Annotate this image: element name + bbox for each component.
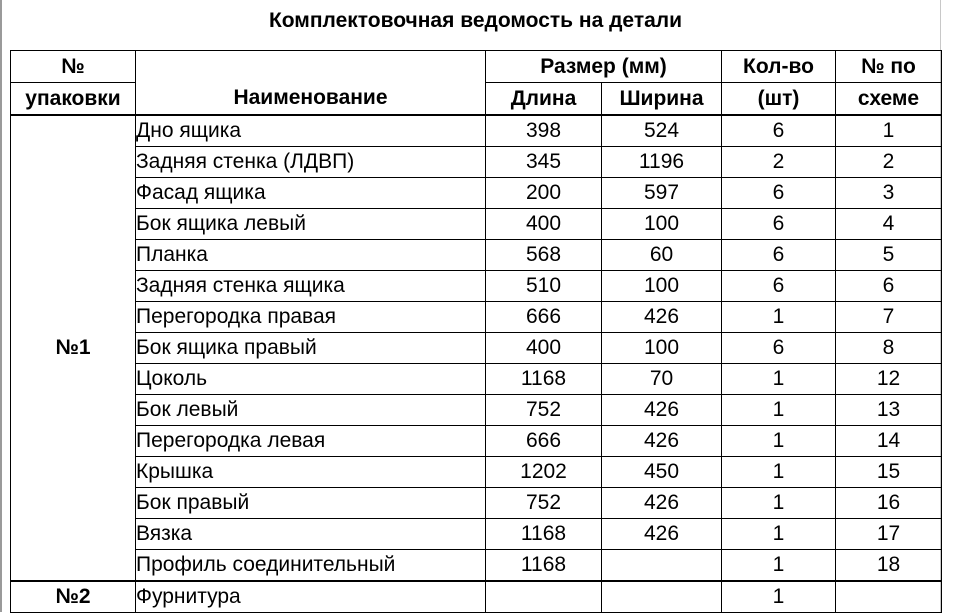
- cell-width[interactable]: 100: [602, 271, 722, 302]
- cell-width[interactable]: 597: [602, 178, 722, 209]
- cell-name[interactable]: Вязка: [136, 519, 486, 550]
- header-length[interactable]: Длина: [486, 83, 602, 116]
- cell-name[interactable]: Цоколь: [136, 364, 486, 395]
- table-row: [11, 333, 942, 364]
- cell-qty[interactable]: 1: [722, 457, 836, 488]
- cell-name[interactable]: Планка: [136, 240, 486, 271]
- cell-width[interactable]: 100: [602, 333, 722, 364]
- cell-qty[interactable]: 1: [722, 581, 836, 613]
- cell-name[interactable]: Бок правый: [136, 488, 486, 519]
- cell-length[interactable]: 400: [486, 333, 602, 364]
- cell-name[interactable]: Перегородка правая: [136, 302, 486, 333]
- table-row: [11, 457, 942, 488]
- table-row: [11, 426, 942, 457]
- cell-width[interactable]: 100: [602, 209, 722, 240]
- cell-scheme[interactable]: 1: [836, 115, 942, 147]
- cell-name[interactable]: Дно ящика: [136, 115, 486, 147]
- cell-scheme[interactable]: 3: [836, 178, 942, 209]
- cell-scheme[interactable]: 14: [836, 426, 942, 457]
- cell-length[interactable]: 752: [486, 488, 602, 519]
- cell-length[interactable]: [486, 581, 602, 613]
- cell-scheme[interactable]: [836, 581, 942, 613]
- table-row: [11, 519, 942, 550]
- cell-qty[interactable]: 6: [722, 209, 836, 240]
- cell-scheme[interactable]: 5: [836, 240, 942, 271]
- window-left-edge: [0, 0, 2, 612]
- cell-length[interactable]: 398: [486, 115, 602, 147]
- cell-name[interactable]: Задняя стенка ящика: [136, 271, 486, 302]
- cell-width[interactable]: 1196: [602, 147, 722, 178]
- cell-qty[interactable]: 6: [722, 240, 836, 271]
- table-row: [11, 395, 942, 426]
- cell-name[interactable]: Бок левый: [136, 395, 486, 426]
- cell-scheme[interactable]: 8: [836, 333, 942, 364]
- cell-length[interactable]: 752: [486, 395, 602, 426]
- cell-scheme[interactable]: 18: [836, 550, 942, 582]
- cell-qty[interactable]: 1: [722, 426, 836, 457]
- table-row: [11, 271, 942, 302]
- cell-width[interactable]: 426: [602, 395, 722, 426]
- cell-scheme[interactable]: 16: [836, 488, 942, 519]
- cell-scheme[interactable]: 4: [836, 209, 942, 240]
- table-row: [11, 488, 942, 519]
- table-row: [11, 550, 942, 582]
- header-size[interactable]: Размер (мм): [486, 51, 722, 83]
- cell-qty[interactable]: 6: [722, 271, 836, 302]
- cell-name[interactable]: Задняя стенка (ЛДВП): [136, 147, 486, 178]
- table-row: [11, 115, 942, 147]
- cell-name[interactable]: Бок ящика правый: [136, 333, 486, 364]
- cell-name[interactable]: Перегородка левая: [136, 426, 486, 457]
- cell-qty[interactable]: 1: [722, 302, 836, 333]
- cell-length[interactable]: 1168: [486, 364, 602, 395]
- cell-width[interactable]: 60: [602, 240, 722, 271]
- cell-scheme[interactable]: 2: [836, 147, 942, 178]
- cell-package-label[interactable]: №2: [11, 581, 136, 613]
- parts-table: [10, 50, 942, 613]
- header-pack-line1[interactable]: №: [11, 51, 136, 83]
- cell-width[interactable]: 426: [602, 426, 722, 457]
- cell-qty[interactable]: 1: [722, 364, 836, 395]
- cell-length[interactable]: 666: [486, 426, 602, 457]
- sheet-title: Комплектовочная ведомость на детали: [268, 9, 683, 32]
- table-row: [11, 581, 942, 613]
- cell-scheme[interactable]: 15: [836, 457, 942, 488]
- cell-length[interactable]: 345: [486, 147, 602, 178]
- cell-length[interactable]: 666: [486, 302, 602, 333]
- header-qty-line1[interactable]: Кол-во: [722, 51, 836, 83]
- header-pack-line2[interactable]: упаковки: [11, 83, 136, 116]
- cell-scheme[interactable]: 13: [836, 395, 942, 426]
- cell-qty[interactable]: 1: [722, 488, 836, 519]
- cell-width[interactable]: [602, 550, 722, 582]
- cell-length[interactable]: 1168: [486, 519, 602, 550]
- cell-width[interactable]: [602, 581, 722, 613]
- cell-name[interactable]: Фурнитура: [136, 581, 486, 613]
- cell-length[interactable]: 510: [486, 271, 602, 302]
- cell-width[interactable]: 426: [602, 519, 722, 550]
- cell-scheme[interactable]: 12: [836, 364, 942, 395]
- table-row: [11, 240, 942, 271]
- header-width[interactable]: Ширина: [602, 83, 722, 116]
- cell-length[interactable]: 568: [486, 240, 602, 271]
- cell-qty[interactable]: 6: [722, 115, 836, 147]
- cell-qty[interactable]: 6: [722, 178, 836, 209]
- cell-qty[interactable]: 1: [722, 550, 836, 582]
- cell-name[interactable]: Профиль соединительный: [136, 550, 486, 582]
- header-qty-line2[interactable]: (шт): [722, 83, 836, 116]
- cell-length[interactable]: 1202: [486, 457, 602, 488]
- table-row: [11, 302, 942, 333]
- table-row: [11, 178, 942, 209]
- cell-scheme[interactable]: 7: [836, 302, 942, 333]
- cell-length[interactable]: 1168: [486, 550, 602, 582]
- cell-name[interactable]: Бок ящика левый: [136, 209, 486, 240]
- cell-name[interactable]: Крышка: [136, 457, 486, 488]
- cell-qty[interactable]: 1: [722, 519, 836, 550]
- cell-qty[interactable]: 2: [722, 147, 836, 178]
- table-row: [11, 147, 942, 178]
- cell-name[interactable]: Фасад ящика: [136, 178, 486, 209]
- table-row: [11, 209, 942, 240]
- header-scheme-line1[interactable]: № по: [836, 51, 942, 83]
- cell-package-label[interactable]: №1: [11, 115, 136, 581]
- cell-width[interactable]: 450: [602, 457, 722, 488]
- cell-width[interactable]: 426: [602, 302, 722, 333]
- cell-scheme[interactable]: 6: [836, 271, 942, 302]
- header-scheme-line2[interactable]: схеме: [836, 83, 942, 116]
- cell-width[interactable]: 524: [602, 115, 722, 147]
- cell-length[interactable]: 200: [486, 178, 602, 209]
- cell-scheme[interactable]: 17: [836, 519, 942, 550]
- cell-width[interactable]: 70: [602, 364, 722, 395]
- table-row: [11, 364, 942, 395]
- cell-qty[interactable]: 1: [722, 395, 836, 426]
- header-name[interactable]: Наименование: [136, 51, 486, 116]
- cell-width[interactable]: 426: [602, 488, 722, 519]
- cell-qty[interactable]: 6: [722, 333, 836, 364]
- cell-length[interactable]: 400: [486, 209, 602, 240]
